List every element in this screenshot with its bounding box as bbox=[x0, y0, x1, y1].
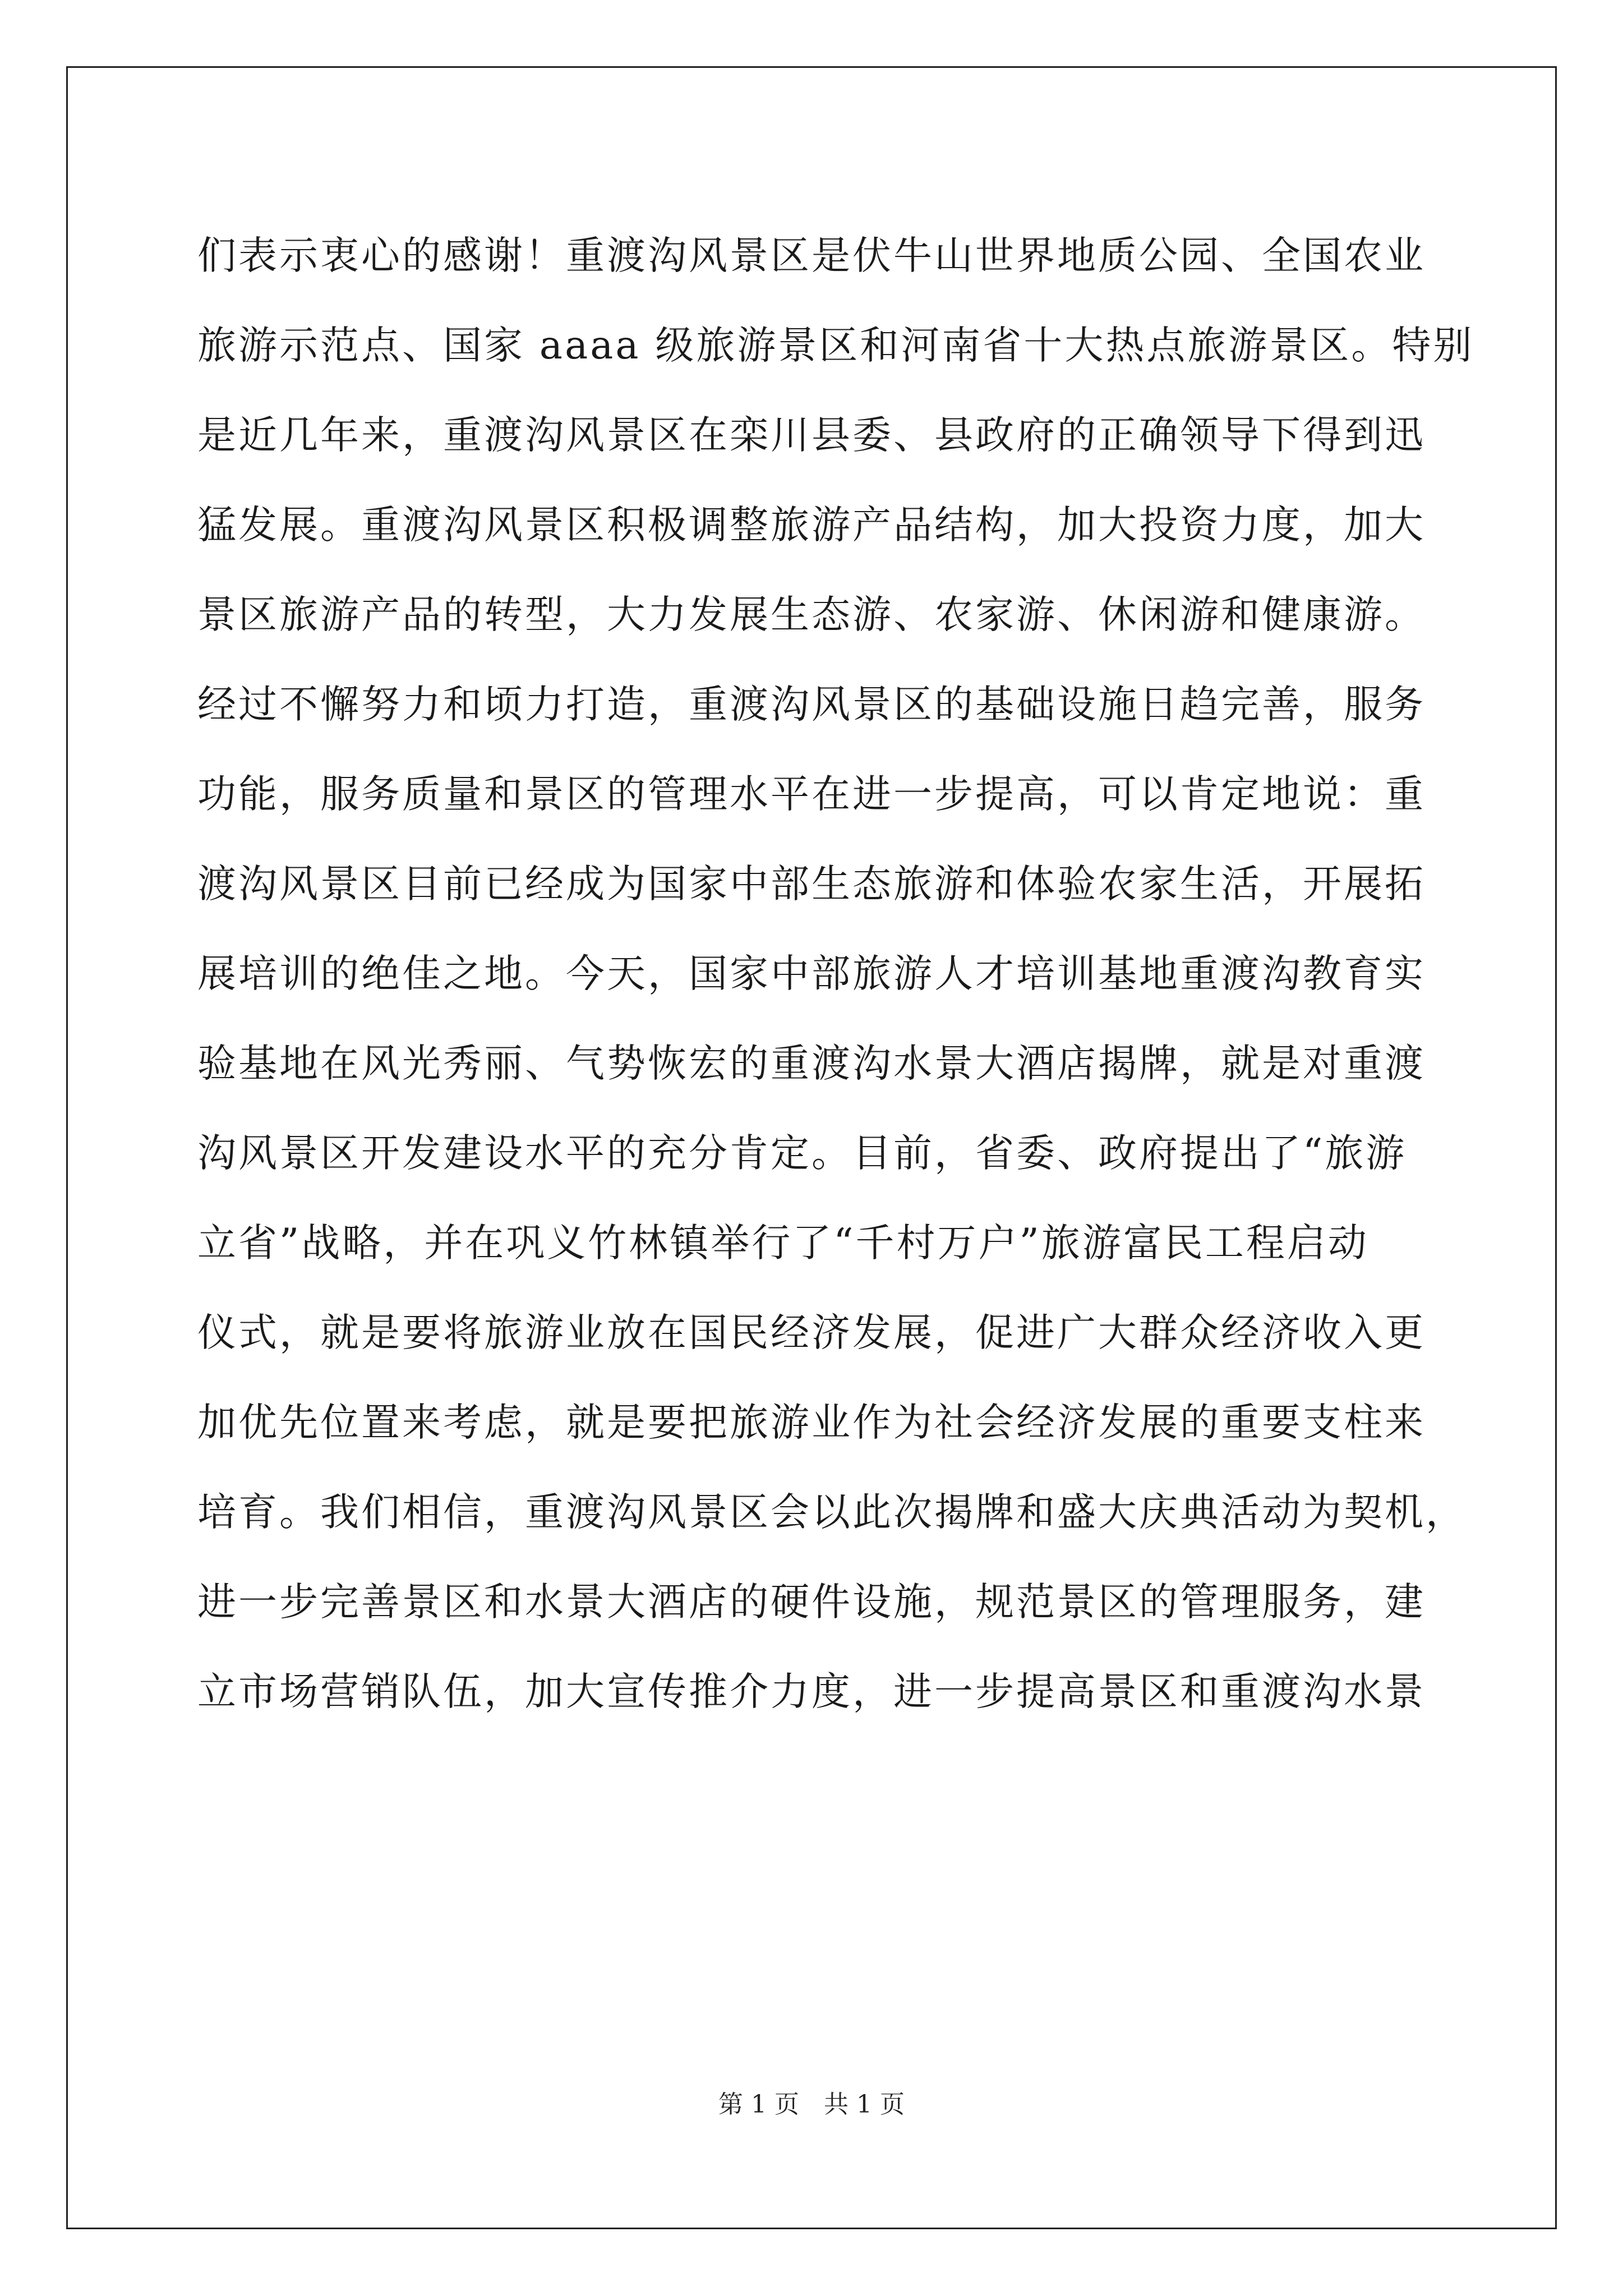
text-line: 立省”战略，并在巩义竹林镇举行了“千村万户”旅游富民工程启动 bbox=[197, 1221, 1369, 1266]
text-line: 展培训的绝佳之地。今天，国家中部旅游人才培训基地重渡沟教育实 bbox=[197, 951, 1426, 996]
page-footer bbox=[0, 2088, 1623, 2122]
text-line: 猛发展。重渡沟风景区积极调整旅游产品结构，加大投资力度，加大 bbox=[197, 503, 1426, 547]
text-line: 培育。我们相信，重渡沟风景区会以此次揭牌和盛大庆典活动为契机， bbox=[197, 1490, 1467, 1535]
text-line: 加优先位置来考虑，就是要把旅游业作为社会经济发展的重要支柱来 bbox=[197, 1400, 1426, 1445]
text-line: 旅游示范点、国家 aaaa 级旅游景区和河南省十大热点旅游景区。特别 bbox=[197, 323, 1474, 368]
text-line: 仪式，就是要将旅游业放在国民经济发展，促进广大群众经济收入更 bbox=[197, 1310, 1426, 1355]
text-line: 是近几年来，重渡沟风景区在栾川县委、县政府的正确领导下得到迅 bbox=[197, 413, 1426, 458]
body-text bbox=[197, 211, 1474, 1737]
text-line: 经过不懈努力和顷力打造，重渡沟风景区的基础设施日趋完善，服务 bbox=[197, 682, 1426, 727]
text-line: 进一步完善景区和水景大酒店的硬件设施，规范景区的管理服务，建 bbox=[197, 1580, 1426, 1625]
text-line: 们表示衷心的感谢！重渡沟风景区是伏牛山世界地质公园、全国农业 bbox=[197, 233, 1426, 278]
text-line: 验基地在风光秀丽、气势恢宏的重渡沟水景大酒店揭牌，就是对重渡 bbox=[197, 1041, 1426, 1086]
text-line: 沟风景区开发建设水平的充分肯定。目前，省委、政府提出了“旅游 bbox=[197, 1131, 1407, 1176]
page-total: 共 1 页 bbox=[824, 2090, 905, 2119]
text-line: 景区旅游产品的转型，大力发展生态游、农家游、休闲游和健康游。 bbox=[197, 592, 1426, 637]
page-number: 第 1 页 bbox=[718, 2090, 799, 2119]
text-line: 功能，服务质量和景区的管理水平在进一步提高，可以肯定地说：重 bbox=[197, 772, 1426, 817]
text-line: 立市场营销队伍，加大宣传推介力度，进一步提高景区和重渡沟水景 bbox=[197, 1669, 1426, 1714]
text-line: 渡沟风景区目前已经成为国家中部生态旅游和体验农家生活，开展拓 bbox=[197, 862, 1426, 907]
